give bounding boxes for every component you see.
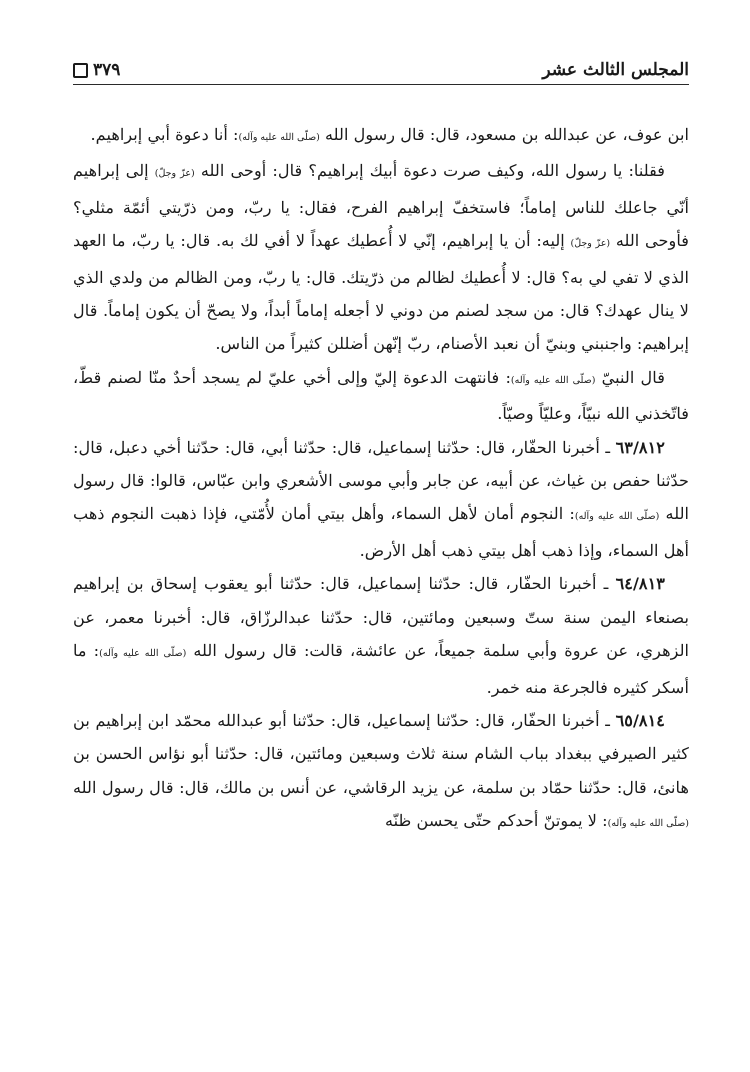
body-text (73, 118, 689, 841)
paragraph (73, 567, 689, 704)
text-segment: إليه: أن يا إبراهيم، إنّي لا أُعطيك عهداً لا أفي لك به. قال: يا ربّ، ما العهد الذي لا تفي لي به؟ قال: لا أُعطيك لظالم من ذرّيتك. قال: يا ربّ، ومن الظالم من ولدي الذي لا ينال عهدك؟ قال: من سجد لصنم من دوني لا أجعله إماماً أبداً، ولا يصحّ أن يكون إماماً. قال إبراهيم: واجنبني وبنيّ أن نعبد الأصنام، ربّ إنّهن أضللن كثيراً من الناس. (73, 231, 689, 354)
chapter-title: المجلس الثالث عشر (542, 60, 689, 80)
hadith-number: ٦٣/٨١٢ (615, 437, 665, 457)
glorification-honorific: (عزّ وجلّ) (154, 168, 195, 180)
text-segment: ابن عوف، عن عبدالله بن مسعود، قال: قال رسول الله (319, 125, 689, 144)
text-segment: : النجوم أمان لأهل السماء، وأهل بيتي أمان لأُمّتي، فإذا ذهبت النجوم ذهب أهل السماء، وإذا ذهب أهل بيتي ذهب أهل الأرض. (73, 504, 689, 560)
text-segment: : أنا دعوة أبي إبراهيم. (90, 125, 239, 144)
text-segment: : ما أسكر كثيره فالجرعة منه خمر. (73, 641, 689, 697)
text-segment: ـ أخبرنا الحفّار، قال: حدّثنا إسماعيل، قال: حدّثنا أبو عبدالله محمّد ابن إبراهيم بن كثير الصيرفي ببغداد بباب الشام سنة ثلاث وسبعين ومائتين، قال: حدّثنا أبو نؤاس الحسن بن هانئ، قال: حدّثنا حمّاد بن سلمة، عن يزيد الرقاشي، عن أنس بن مالك، قال: قال رسول الله (73, 710, 689, 797)
paragraph (73, 704, 689, 841)
text-segment: فقلنا: يا رسول الله، وكيف صرت دعوة أبيك إبراهيم؟ قال: أوحى الله (194, 161, 666, 181)
text-segment: ـ أخبرنا الحفّار، قال: حدّثنا إسماعيل، قال: حدّثنا أبي، قال: حدّثنا أخي دعبل، قال: حدّثنا حفص بن غياث، عن أبيه، عن جابر وأبي موسى الأشعري وابن عبّاس، قالوا: قال رسول الله (73, 437, 689, 524)
paragraph (73, 118, 689, 154)
salawat-honorific: (صلّى الله عليه وآله) (238, 132, 320, 143)
header-divider (73, 84, 689, 85)
text-segment: ـ أخبرنا الحفّار، قال: حدّثنا إسماعيل، قال: حدّثنا أبو يعقوب إسحاق بن إبراهيم بصنعاء اليمن سنة ستّ وسبعين ومائتين، قال: حدّثنا عبدالرزّاق، قال: أخبرنا معمر، عن الزهري، عن عروة وأبي سلمة جميعاً، عن عائشة، قالت: قال رسول الله (73, 574, 689, 661)
hadith-number: ٦٤/٨١٣ (615, 574, 665, 594)
page-number-box (73, 60, 120, 80)
salawat-honorific: (صلّى الله عليه وآله) (574, 511, 660, 523)
page-number: ٣٧٩ (93, 60, 121, 80)
salawat-honorific: (صلّى الله عليه وآله) (99, 648, 187, 660)
glorification-honorific: (عزّ وجلّ) (570, 238, 611, 250)
salawat-honorific: (صلّى الله عليه وآله) (607, 818, 689, 830)
salawat-honorific: (صلّى الله عليه وآله) (510, 374, 596, 386)
text-segment: قال النبيّ (595, 367, 665, 387)
text-segment: إلى إبراهيم أنّي جاعلك للناس إماماً؛ فاستخفّ إبراهيم الفرح، فقال: يا ربّ، ومن ذرّيتي أئمّة مثلي؟ فأوحى الله (73, 161, 689, 251)
paragraph (73, 154, 689, 360)
text-segment: : لا يموتنّ أحدكم حتّى يحسن ظنّه (384, 811, 608, 831)
paragraph (73, 431, 689, 568)
text-segment: : فانتهت الدعوة إليّ وإلى أخي عليّ لم يسجد أحدٌ منّا لصنم قطّ، فاتّخذني الله نبيّاً، وعليّاً وصيّاً. (73, 367, 689, 424)
hadith-number: ٦٥/٨١٤ (615, 710, 665, 730)
square-icon (73, 63, 88, 78)
running-header (73, 50, 689, 80)
paragraph (73, 361, 689, 431)
